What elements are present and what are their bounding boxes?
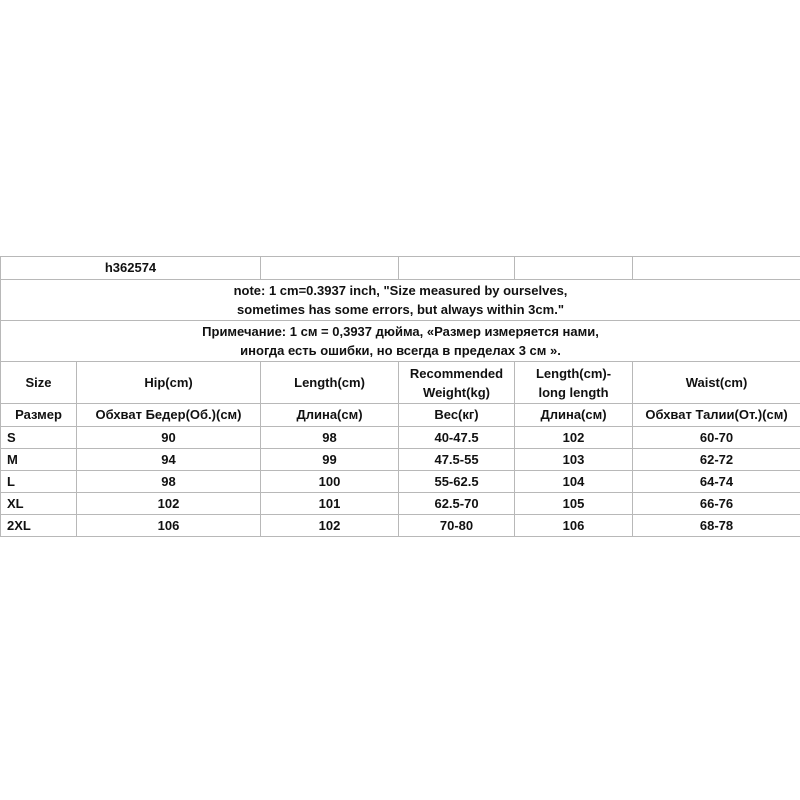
product-code-row [1,257,800,280]
header-weight [399,362,515,404]
note-en-line-2: sometimes has some errors, but always within 3cm." [237,302,564,317]
waist-cell: 62-72 [633,449,800,471]
hip-cell: 102 [77,493,261,515]
size-cell: 2XL [1,515,77,537]
size-table [0,256,800,537]
size-cell: S [1,427,77,449]
table-row [1,471,800,493]
hip-cell: 90 [77,427,261,449]
empty-cell [261,257,399,280]
table-row [1,515,800,537]
note-ru [1,321,800,362]
length-cell: 98 [261,427,399,449]
weight-cell: 40-47.5 [399,427,515,449]
header-weight-line-1: Recommended [409,365,504,381]
header-length: Length(cm) [261,362,399,404]
header-long-length [515,362,633,404]
empty-cell [399,257,515,280]
length-cell: 100 [261,471,399,493]
waist-cell: 64-74 [633,471,800,493]
size-cell: L [1,471,77,493]
table-row [1,493,800,515]
weight-cell: 62.5-70 [399,493,515,515]
long-length-cell: 105 [515,493,633,515]
size-cell: XL [1,493,77,515]
header-ru-hip: Обхват Бедер(Об.)(см) [77,404,261,427]
long-length-cell: 103 [515,449,633,471]
note-en-row [1,280,800,321]
note-ru-line-1: Примечание: 1 см = 0,3937 дюйма, «Размер измеряется нами, [202,324,599,339]
empty-cell [515,257,633,280]
header-ru-weight: Вес(кг) [399,404,515,427]
empty-cell [633,257,800,280]
header-row-ru [1,404,800,427]
note-ru-line-2: иногда есть ошибки, но всегда в пределах 3 см ». [240,343,561,358]
header-long-length-line-2: long length [538,384,609,400]
header-size: Size [1,362,77,404]
size-chart [0,256,800,537]
header-ru-size: Размер [1,404,77,427]
header-ru-waist: Обхват Талии(От.)(см) [633,404,800,427]
table-row [1,449,800,471]
header-weight-line-2: Weight(kg) [423,384,490,400]
long-length-cell: 104 [515,471,633,493]
length-cell: 102 [261,515,399,537]
hip-cell: 106 [77,515,261,537]
note-en [1,280,800,321]
weight-cell: 70-80 [399,515,515,537]
waist-cell: 60-70 [633,427,800,449]
long-length-cell: 106 [515,515,633,537]
weight-cell: 47.5-55 [399,449,515,471]
header-long-length-line-1: Length(cm)- [535,365,612,381]
waist-cell: 68-78 [633,515,800,537]
note-en-line-1: note: 1 cm=0.3937 inch, "Size measured by ourselves, [233,283,568,298]
note-ru-row [1,321,800,362]
hip-cell: 94 [77,449,261,471]
header-ru-long-length: Длина(см) [515,404,633,427]
header-waist: Waist(cm) [633,362,800,404]
header-ru-length: Длина(см) [261,404,399,427]
product-code: h362574 [1,257,261,280]
length-cell: 99 [261,449,399,471]
size-cell: M [1,449,77,471]
long-length-cell: 102 [515,427,633,449]
header-hip: Hip(cm) [77,362,261,404]
hip-cell: 98 [77,471,261,493]
table-row [1,427,800,449]
length-cell: 101 [261,493,399,515]
waist-cell: 66-76 [633,493,800,515]
header-row-en [1,362,800,404]
weight-cell: 55-62.5 [399,471,515,493]
